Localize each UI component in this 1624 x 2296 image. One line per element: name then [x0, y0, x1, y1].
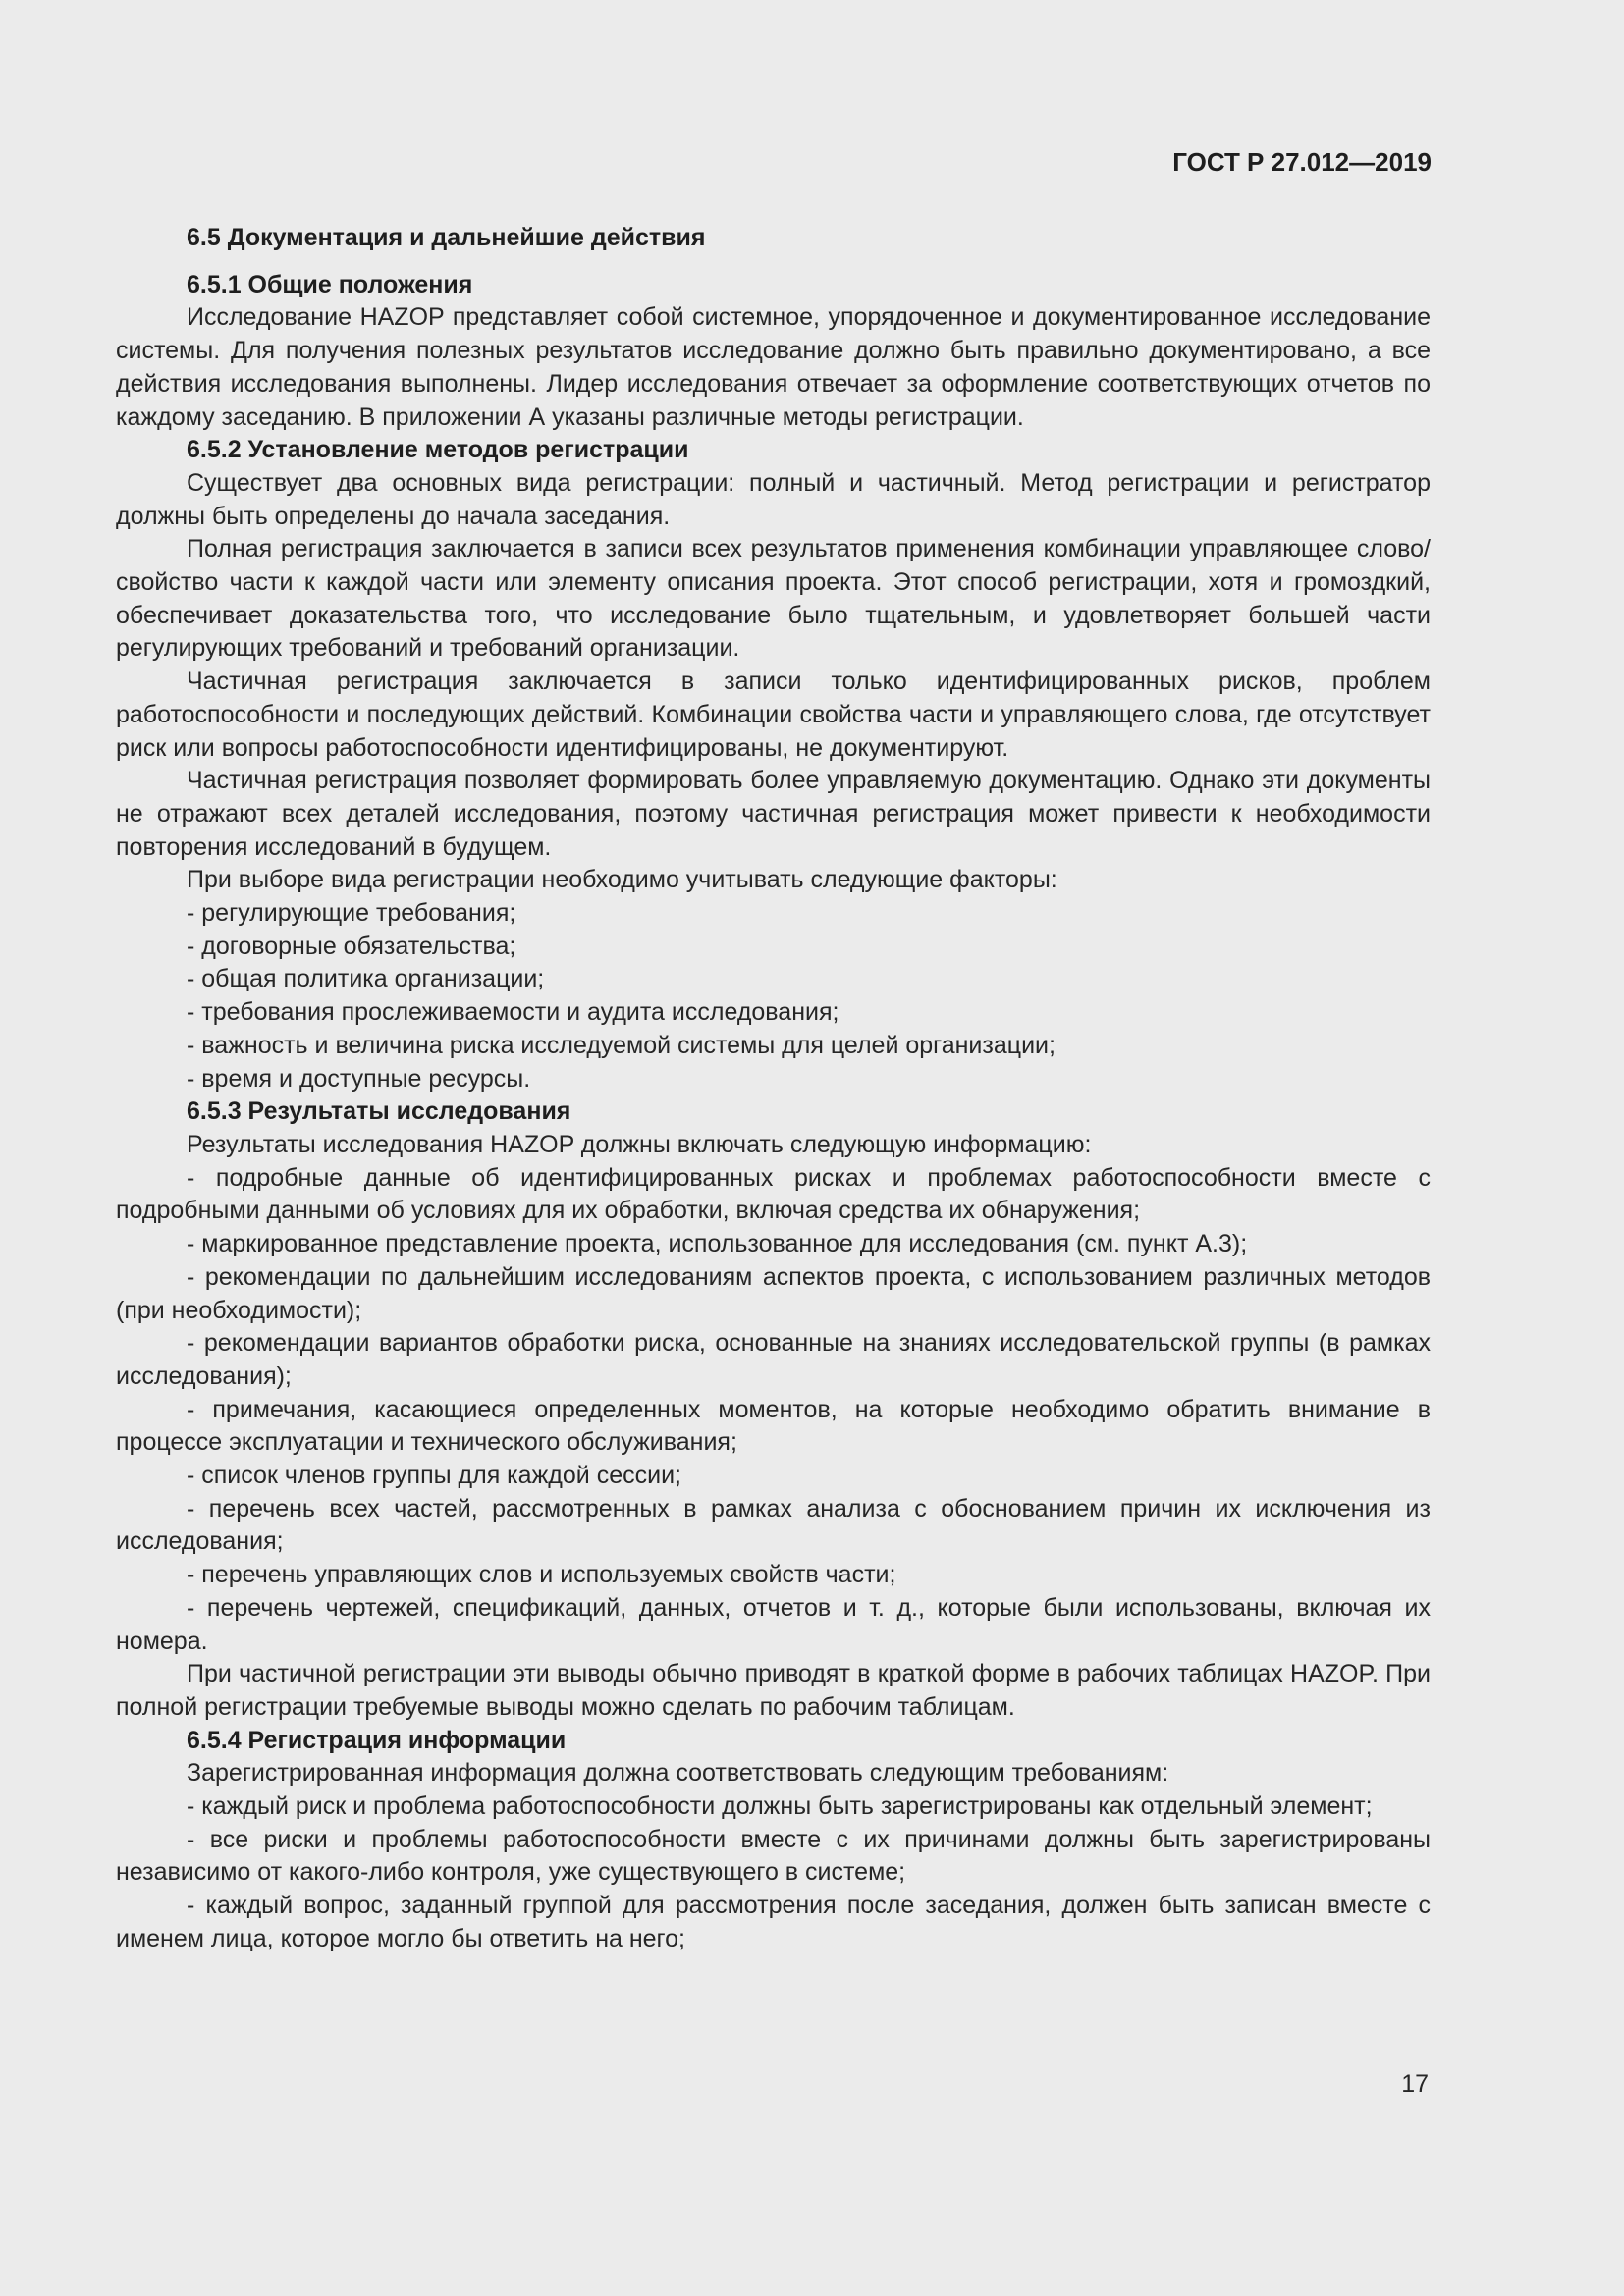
section-heading-6-5: 6.5 Документация и дальнейшие действия — [187, 224, 706, 251]
list-item: - договорные обязательства; — [187, 932, 516, 960]
list-item: - время и доступные ресурсы. — [187, 1064, 531, 1093]
standard-id-header: ГОСТ Р 27.012—2019 — [1172, 147, 1432, 177]
document-body — [116, 222, 1431, 1956]
list-item: - регулирующие требования; — [187, 899, 516, 928]
list-item: - каждый вопрос, заданный группой для рассмотрения после заседания, должен быть записан вместе с именем лица, которое могло бы ответить на него; — [116, 1892, 1431, 1952]
page-number: 17 — [1401, 2070, 1429, 2098]
section-heading-6-5-4: 6.5.4 Регистрация информации — [187, 1726, 567, 1754]
list-item: - каждый риск и проблема работоспособности должны быть зарегистрированы как отдельный элемент; — [187, 1792, 1373, 1821]
list-item: - важность и величина риска исследуемой системы для целей организации; — [187, 1031, 1056, 1059]
list-item: - подробные данные об идентифицированных рисках и проблемах работоспособности вместе с подробными данными об условиях для их обработки, включая средства их обнаружения; — [116, 1163, 1431, 1225]
list-item: - маркированное представление проекта, использованное для исследования (см. пункт А.3); — [187, 1230, 1248, 1258]
section-heading-6-5-3: 6.5.3 Результаты исследования — [187, 1097, 571, 1126]
list-item: - список членов группы для каждой сессии; — [187, 1462, 681, 1490]
paragraph: Частичная регистрация заключается в записи только идентифицированных рисков, проблем работоспособности и последующих действий. Комбинации свойства части и управляющего слова, где отсутствует риск или вопросы работоспособности идентифицированы, не документируют. — [116, 667, 1431, 762]
list-item: - перечень управляющих слов и используемых свойств части; — [187, 1561, 896, 1589]
paragraph: Исследование HAZOP представляет собой системное, упорядоченное и документированное исследование системы. Для получения полезных результатов исследование должно быть правильно документировано, а все действия исследования выполнены. Лидер исследования отвечает за оформление соответствующих отчетов по каждому заседанию. В приложении А указаны различные методы регистрации. — [116, 303, 1431, 431]
list-item: - перечень всех частей, рассмотренных в рамках анализа с обоснованием причин их исключения из исследования; — [116, 1494, 1431, 1556]
section-heading-6-5-1: 6.5.1 Общие положения — [187, 270, 473, 298]
list-item: - требования прослеживаемости и аудита исследования; — [187, 998, 839, 1027]
list-item: - все риски и проблемы работоспособности вместе с их причинами должны быть зарегистрированы независимо от какого-либо контроля, уже существующего в системе; — [116, 1825, 1431, 1887]
paragraph: Частичная регистрация позволяет формировать более управляемую документацию. Однако эти документы не отражают всех деталей исследования, поэтому частичная регистрация может привести к необходимости повторения исследований в будущем. — [116, 767, 1431, 861]
paragraph: Зарегистрированная информация должна соответствовать следующим требованиям: — [187, 1759, 1169, 1788]
paragraph: Существует два основных вида регистрации: полный и частичный. Метод регистрации и регистратор должны быть определены до начала заседания. — [116, 468, 1431, 530]
list-item: - перечень чертежей, спецификаций, данных, отчетов и т. д., которые были использованы, включая их номера. — [116, 1593, 1431, 1655]
paragraph: Полная регистрация заключается в записи всех результатов применения комбинации управляющее слово/свойство части к каждой части или элементу описания проекта. Этот способ регистрации, хотя и громоздкий, обеспечивает доказательства того, что исследование было тщательным, и удовлетворяет большей части регулирующих требований и требований организации. — [116, 535, 1431, 663]
paragraph: При частичной регистрации эти выводы обычно приводят в краткой форме в рабочих таблицах HAZOP. При полной регистрации требуемые выводы можно сделать по рабочим таблицам. — [116, 1660, 1431, 1721]
list-item: - рекомендации вариантов обработки риска, основанные на знаниях исследовательской группы (в рамках исследования); — [116, 1329, 1431, 1390]
paragraph: При выборе вида регистрации необходимо учитывать следующие факторы: — [187, 866, 1057, 894]
list-item: - рекомендации по дальнейшим исследованиям аспектов проекта, с использованием различных методов (при необходимости); — [116, 1262, 1431, 1324]
list-item: - общая политика организации; — [187, 965, 545, 993]
list-item: - примечания, касающиеся определенных моментов, на которые необходимо обратить внимание в процессе эксплуатации и технического обслуживания; — [116, 1395, 1431, 1457]
paragraph: Результаты исследования HAZOP должны включать следующую информацию: — [187, 1130, 1092, 1158]
section-heading-6-5-2: 6.5.2 Установление методов регистрации — [187, 436, 689, 464]
